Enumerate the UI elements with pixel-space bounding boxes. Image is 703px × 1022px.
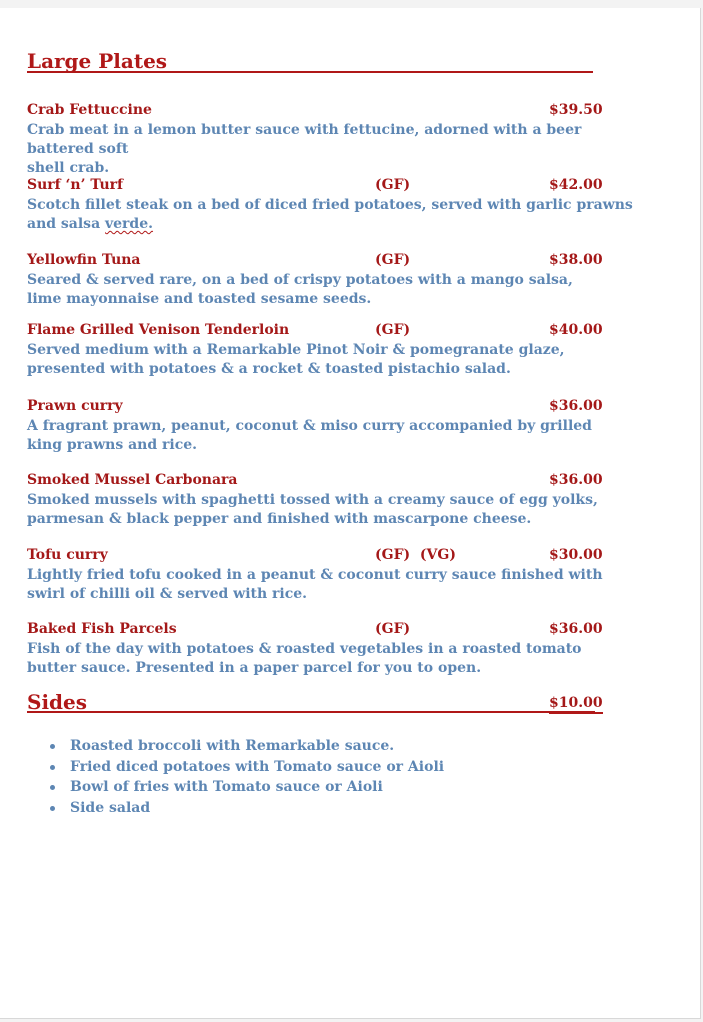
item-description: Crab meat in a lemon butter sauce with fettucine, adorned with a beer battered soft shell crab. — [27, 122, 582, 176]
item-name: Crab Fettuccine — [27, 102, 152, 118]
item-description — [27, 196, 637, 234]
sides-price: $10.00 — [549, 695, 603, 714]
item-description: Lightly fried tofu cooked in a peanut & coconut curry sauce finished with swirl of chilli oil & served with rice. — [27, 567, 603, 602]
sides-heading: Sides — [27, 690, 88, 714]
list-item — [44, 798, 444, 819]
side-item-label: Fried diced potatoes with Tomato sauce or Aioli — [70, 758, 445, 775]
item-name: Prawn curry — [27, 398, 123, 414]
list-item — [44, 777, 444, 798]
item-dietary-tag: (GF) — [375, 621, 411, 637]
item-price: $36.00 — [549, 398, 603, 414]
sides-rule — [27, 711, 595, 713]
bullet-icon — [50, 785, 55, 790]
item-description-text: Scotch fillet steak on a bed of diced fried potatoes, served with garlic prawns and salsa — [27, 197, 633, 232]
bullet-icon — [50, 806, 55, 811]
item-description: Served medium with a Remarkable Pinot Noir & pomegranate glaze, presented with potatoes & a rocket & toasted pistachio salad. — [27, 342, 565, 377]
sides-list — [44, 736, 444, 818]
item-price: $30.00 — [549, 547, 603, 563]
item-description: A fragrant prawn, peanut, coconut & miso curry accompanied by grilled king prawns and rice. — [27, 418, 592, 453]
large-plates-heading: Large Plates — [27, 49, 168, 73]
item-dietary-tag: (GF) (VG) — [375, 547, 456, 563]
item-price: $36.00 — [549, 472, 603, 488]
item-price: $38.00 — [549, 252, 603, 268]
side-item-label: Side salad — [70, 799, 151, 816]
large-plates-rule — [27, 71, 593, 73]
item-name: Smoked Mussel Carbonara — [27, 472, 238, 488]
item-price: $36.00 — [549, 621, 603, 637]
spellcheck-word: verde. — [105, 216, 154, 232]
item-description: Smoked mussels with spaghetti tossed with a creamy sauce of egg yolks, parmesan & black pepper and finished with mascarpone cheese. — [27, 492, 598, 527]
item-name: Flame Grilled Venison Tenderloin — [27, 322, 290, 338]
item-name: Surf ‘n’ Turf — [27, 177, 124, 193]
side-item-label: Roasted broccoli with Remarkable sauce. — [70, 738, 395, 754]
list-item — [44, 736, 444, 757]
item-description: Seared & served rare, on a bed of crispy potatoes with a mango salsa, lime mayonnaise and toasted sesame seeds. — [27, 272, 573, 307]
item-price: $42.00 — [549, 177, 603, 193]
side-item-label: Bowl of fries with Tomato sauce or Aioli — [70, 779, 383, 795]
bullet-icon — [50, 765, 55, 770]
menu-page — [0, 8, 701, 1019]
bullet-icon — [50, 744, 55, 749]
item-dietary-tag: (GF) — [375, 322, 411, 338]
list-item — [44, 757, 444, 778]
item-name: Tofu curry — [27, 547, 108, 563]
item-name: Yellowfin Tuna — [27, 252, 141, 268]
item-dietary-tag: (GF) — [375, 252, 411, 268]
item-dietary-tag: (GF) — [375, 177, 411, 193]
item-description: Fish of the day with potatoes & roasted vegetables in a roasted tomato butter sauce. Presented in a paper parcel for you to open. — [27, 641, 582, 676]
item-price: $39.50 — [549, 102, 603, 118]
item-price: $40.00 — [549, 322, 603, 338]
item-name: Baked Fish Parcels — [27, 621, 177, 637]
